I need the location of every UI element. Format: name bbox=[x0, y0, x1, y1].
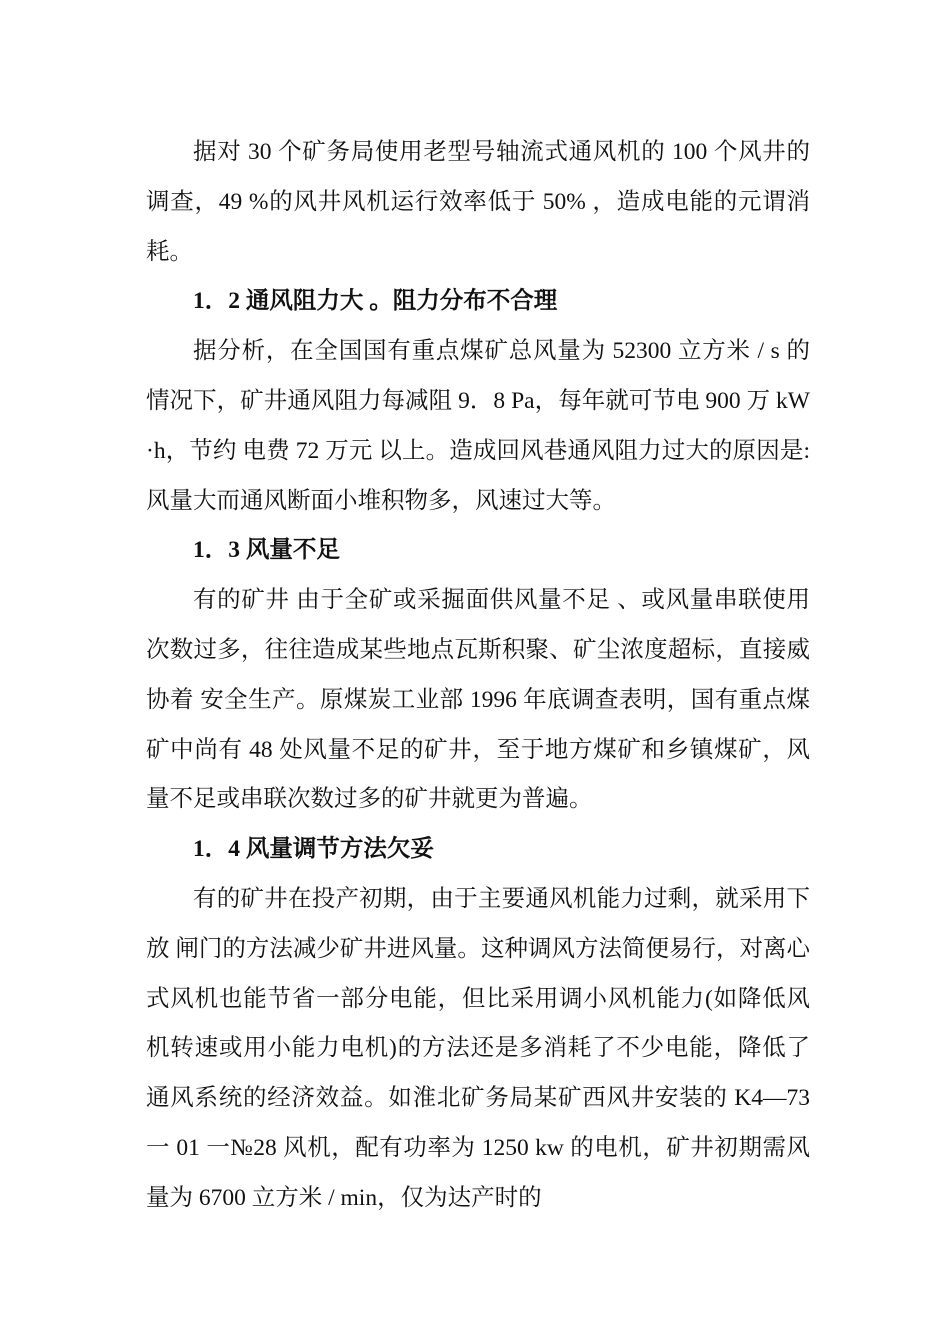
section-heading-1-3: 1．3 风量不足 bbox=[193, 537, 340, 564]
paragraph-insufficient-airflow: 有的矿井 由于全矿或采掘面供风量不足 、或风量串联使用次数过多，往往造成某些地点瓦斯积聚、矿尘浓度超标，直接威 协着 安全生产。原煤炭工业部 1996 年底调查表明，国有重点煤矿中尚有 48 处风量不足的矿井，至于地方煤矿和乡镇煤矿，风量不足或串联次数过多的矿井就更为普遍。 bbox=[146, 587, 810, 813]
section-heading-1-2: 1．2 通风阻力大 。阻力分布不合理 bbox=[193, 288, 558, 315]
paragraph-resistance-analysis: 据分析，在全国国有重点煤矿总风量为 52300 立方米 / s 的情况下，矿井通风阻力每减阻 9．8 Pa，每年就可节电 900 万 kW ·h，节约 电费 72 万元 以上。造成回风巷通风阻力过大的原因是:风量大而通风断面小堆积物多，风速过大等。 bbox=[146, 338, 810, 514]
paragraph-efficiency-survey: 据对 30 个矿务局使用老型号轴流式通风机的 100 个风井的调查，49 %的风井风机运行效率低于 50% ，造成电能的元谓消耗。 bbox=[146, 139, 810, 265]
paragraph-regulation-method: 有的矿井在投产初期，由于主要通风机能力过剩，就采用下放 闸门的方法减少矿井进风量。这种调风方法简便易行，对离心式风机也能节省一部分电能，但比采用调小风机能力(如降低风机转速或用小能力电机)的方法还是多消耗了不少电能，降低了通风系统的经济效益。如淮北矿务局某矿西风井安装的 K4—73 一 01 一№28 风机，配有功率为 1250 kw 的电机，矿井初期需风量为 6700 立方米 / min，仅为达产时的 bbox=[146, 885, 810, 1211]
section-heading-1-4: 1．4 风量调节方法欠妥 bbox=[193, 836, 434, 863]
document-body bbox=[146, 128, 810, 1224]
